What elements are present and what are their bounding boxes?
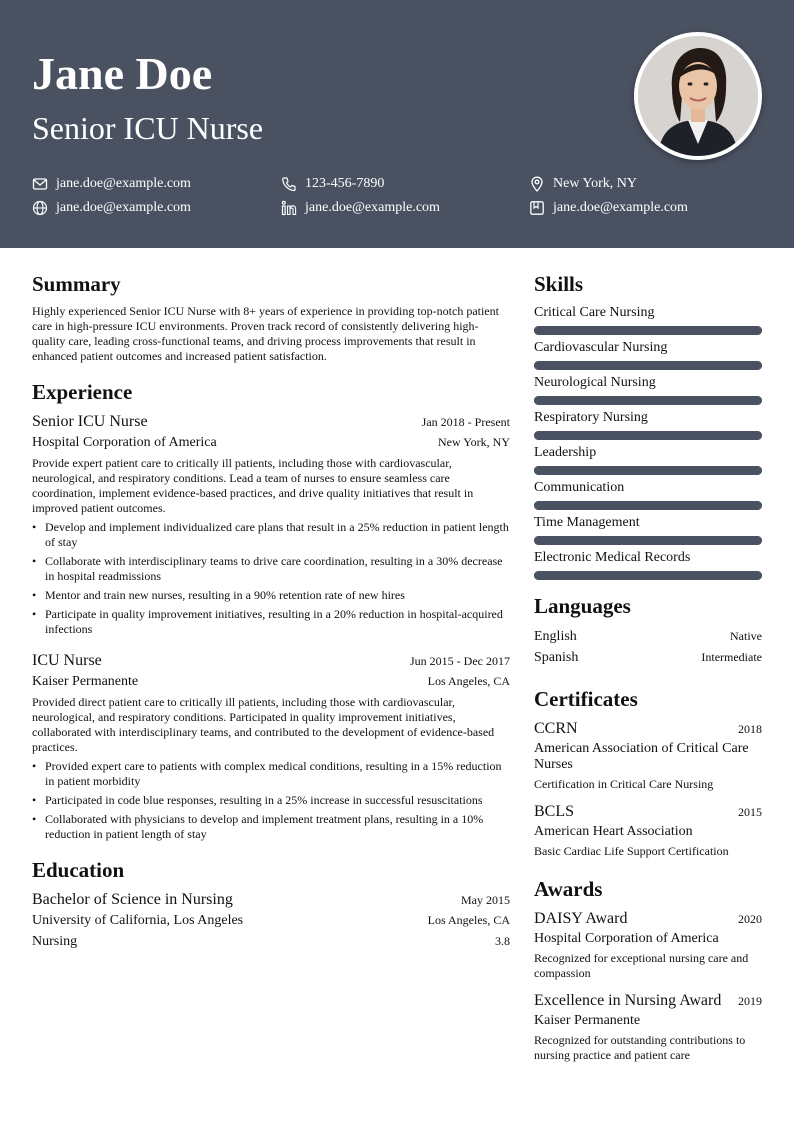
skill-item xyxy=(534,374,762,405)
gpa: 3.8 xyxy=(495,934,510,948)
certificate-description: Certification in Critical Care Nursing xyxy=(534,777,714,791)
job-employer: Hospital Corporation of America xyxy=(32,435,217,450)
mail-icon xyxy=(32,176,48,192)
skill-item xyxy=(534,339,762,370)
skill-name: Leadership xyxy=(534,445,597,460)
skill-level-fill xyxy=(534,571,762,580)
education-section xyxy=(32,856,510,952)
candidate-name: Jane Doe xyxy=(32,48,213,99)
globe-icon xyxy=(32,200,48,216)
certificate-issuer: American Association of Critical Care Nurses xyxy=(534,741,749,772)
certificate-year: 2018 xyxy=(738,722,762,736)
achievement-item: • Collaborate with interdisciplinary teams to drive care coordination, resulting in a 30% decrease in hospital readmissions xyxy=(32,554,510,584)
job-location: New York, NY xyxy=(437,435,510,449)
skill-level-bar xyxy=(534,501,762,510)
contact-location xyxy=(529,174,637,194)
skill-item xyxy=(534,549,762,580)
graduation-date: May 2015 xyxy=(461,893,510,907)
certificate-year: 2015 xyxy=(738,805,762,819)
skill-level-bar xyxy=(534,326,762,335)
skill-level-bar xyxy=(534,431,762,440)
award-description: Recognized for outstanding contributions to nursing practice and patient care xyxy=(534,1033,746,1062)
skill-level-fill xyxy=(534,431,762,440)
language-level: Native xyxy=(730,629,762,643)
candidate-title: Senior ICU Nurse xyxy=(32,110,264,146)
contact-website-text: jane.doe@example.com xyxy=(56,200,191,215)
contact-phone[interactable] xyxy=(281,174,384,194)
skill-level-fill xyxy=(534,361,762,370)
achievement-item: • Develop and implement individualized care plans that result in a 25% reduction in patient length of stay xyxy=(32,520,510,550)
language-level: Intermediate xyxy=(701,650,762,664)
school-name: University of California, Los Angeles xyxy=(32,913,244,928)
job-title: ICU Nurse xyxy=(32,652,102,669)
awards-section xyxy=(534,875,762,1063)
skill-level-fill xyxy=(534,501,762,510)
sidebar-column xyxy=(534,270,762,1063)
certificate-name: CCRN xyxy=(534,720,578,737)
skill-level-bar xyxy=(534,536,762,545)
experience-section xyxy=(32,378,510,842)
job-achievements xyxy=(32,520,510,637)
award-year: 2020 xyxy=(738,912,762,926)
contact-linkedin-text: jane.doe@example.com xyxy=(305,200,440,215)
job-entry xyxy=(32,412,510,637)
skill-name: Neurological Nursing xyxy=(534,375,656,390)
contact-location-text: New York, NY xyxy=(553,176,638,191)
job-description: Provide expert patient care to critically ill patients, including those with cardiovascular, neurological, and respiratory conditions. Lead a team of nurses to ensure seamless care coordination, implement evidence-based practices, and drive quality initiatives that result in improved patient outcomes. xyxy=(32,456,474,515)
achievement-item: • Participated in code blue responses, resulting in a 25% increase in successful resuscitations xyxy=(32,793,510,808)
achievement-item: • Participate in quality improvement initiatives, resulting in a 20% reduction in hospital-acquired infections xyxy=(32,607,510,637)
skill-name: Respiratory Nursing xyxy=(534,410,648,425)
summary-text: Highly experienced Senior ICU Nurse with 8+ years of experience in providing top-notch patient care in high-pressure ICU environments. Proven track record of consistently delivering high-quality care, leading cross-functional teams, and driving process improvements that result in enhanced patient outcomes and increased patient satisfaction. xyxy=(32,304,499,363)
header xyxy=(0,0,794,248)
certificate-issuer: American Heart Association xyxy=(534,824,693,839)
skill-level-fill xyxy=(534,396,762,405)
award-description: Recognized for exceptional nursing care and compassion xyxy=(534,951,749,980)
location-icon xyxy=(529,176,545,192)
award-item xyxy=(534,991,762,1063)
achievement-item: • Collaborated with physicians to develop and implement treatment plans, resulting in a 10% reduction in patient length of stay xyxy=(32,812,510,842)
experience-heading: Experience xyxy=(32,380,133,404)
job-achievements xyxy=(32,759,510,842)
skill-item xyxy=(534,479,762,510)
degree-name: Bachelor of Science in Nursing xyxy=(32,891,233,908)
award-issuer: Hospital Corporation of America xyxy=(534,931,719,946)
skill-item xyxy=(534,444,762,475)
award-issuer: Kaiser Permanente xyxy=(534,1013,641,1028)
skill-name: Cardiovascular Nursing xyxy=(534,340,668,355)
award-name: DAISY Award xyxy=(534,910,628,927)
job-title: Senior ICU Nurse xyxy=(32,413,148,430)
job-entry xyxy=(32,651,510,842)
profile-photo xyxy=(634,32,762,160)
certificates-section xyxy=(534,685,762,859)
job-location: Los Angeles, CA xyxy=(427,674,510,688)
achievement-item: • Mentor and train new nurses, resulting in a 90% retention rate of new hires xyxy=(32,588,510,603)
skill-level-fill xyxy=(534,326,762,335)
skill-level-fill xyxy=(534,466,762,475)
contact-email[interactable] xyxy=(32,174,191,194)
job-dates: Jan 2018 - Present xyxy=(421,415,510,429)
award-name: Excellence in Nursing Award xyxy=(534,992,722,1009)
skill-item xyxy=(534,514,762,545)
skill-level-bar xyxy=(534,466,762,475)
school-location: Los Angeles, CA xyxy=(427,913,510,927)
skill-level-bar xyxy=(534,396,762,405)
skills-heading: Skills xyxy=(534,272,584,296)
contact-phone-text: 123-456-7890 xyxy=(305,176,385,191)
certificate-description: Basic Cardiac Life Support Certification xyxy=(534,844,729,858)
language-name: English xyxy=(534,629,577,644)
skill-level-fill xyxy=(534,536,762,545)
achievement-item: • Provided expert care to patients with complex medical conditions, resulting in a 15% reduction in patient morbidity xyxy=(32,759,510,789)
job-description: Provided direct patient care to critically ill patients, including those with cardiovascular, neurological, and respiratory conditions. Participated in quality improvement initiatives, collaborated with interdisciplinary teams, and contributed to the development of evidence-based practices. xyxy=(32,695,495,754)
skill-level-bar xyxy=(534,571,762,580)
language-name: Spanish xyxy=(534,650,579,665)
summary-section xyxy=(32,270,510,364)
skill-name: Time Management xyxy=(534,515,640,530)
skills-list xyxy=(534,304,762,580)
languages-section xyxy=(534,592,762,668)
contact-email-text: jane.doe@example.com xyxy=(56,176,191,191)
certificates-heading: Certificates xyxy=(534,687,638,711)
skill-level-bar xyxy=(534,361,762,370)
certificate-item xyxy=(534,802,762,859)
award-item xyxy=(534,909,762,981)
contact-portfolio[interactable] xyxy=(529,198,688,218)
main-column xyxy=(32,270,510,952)
language-item xyxy=(534,626,762,647)
skill-item xyxy=(534,409,762,440)
phone-icon xyxy=(281,176,297,192)
skill-name: Electronic Medical Records xyxy=(534,550,691,565)
languages-heading: Languages xyxy=(534,594,631,618)
skills-section xyxy=(534,270,762,580)
job-employer: Kaiser Permanente xyxy=(32,674,139,689)
skill-item xyxy=(534,304,762,335)
language-item xyxy=(534,647,762,668)
skill-name: Communication xyxy=(534,480,625,495)
linkedin-icon xyxy=(281,200,297,216)
awards-heading: Awards xyxy=(534,877,603,901)
education-heading: Education xyxy=(32,858,125,882)
certificate-item xyxy=(534,719,762,792)
contact-website[interactable] xyxy=(32,198,191,218)
skill-name: Critical Care Nursing xyxy=(534,305,655,320)
job-dates: Jun 2015 - Dec 2017 xyxy=(410,654,510,668)
award-year: 2019 xyxy=(738,994,762,1008)
summary-heading: Summary xyxy=(32,272,121,296)
contact-portfolio-text: jane.doe@example.com xyxy=(553,200,688,215)
field-of-study: Nursing xyxy=(32,934,78,949)
portrait-image xyxy=(638,36,758,156)
contact-linkedin[interactable] xyxy=(281,198,440,218)
certificate-name: BCLS xyxy=(534,803,575,820)
bookmark-icon xyxy=(529,200,545,216)
